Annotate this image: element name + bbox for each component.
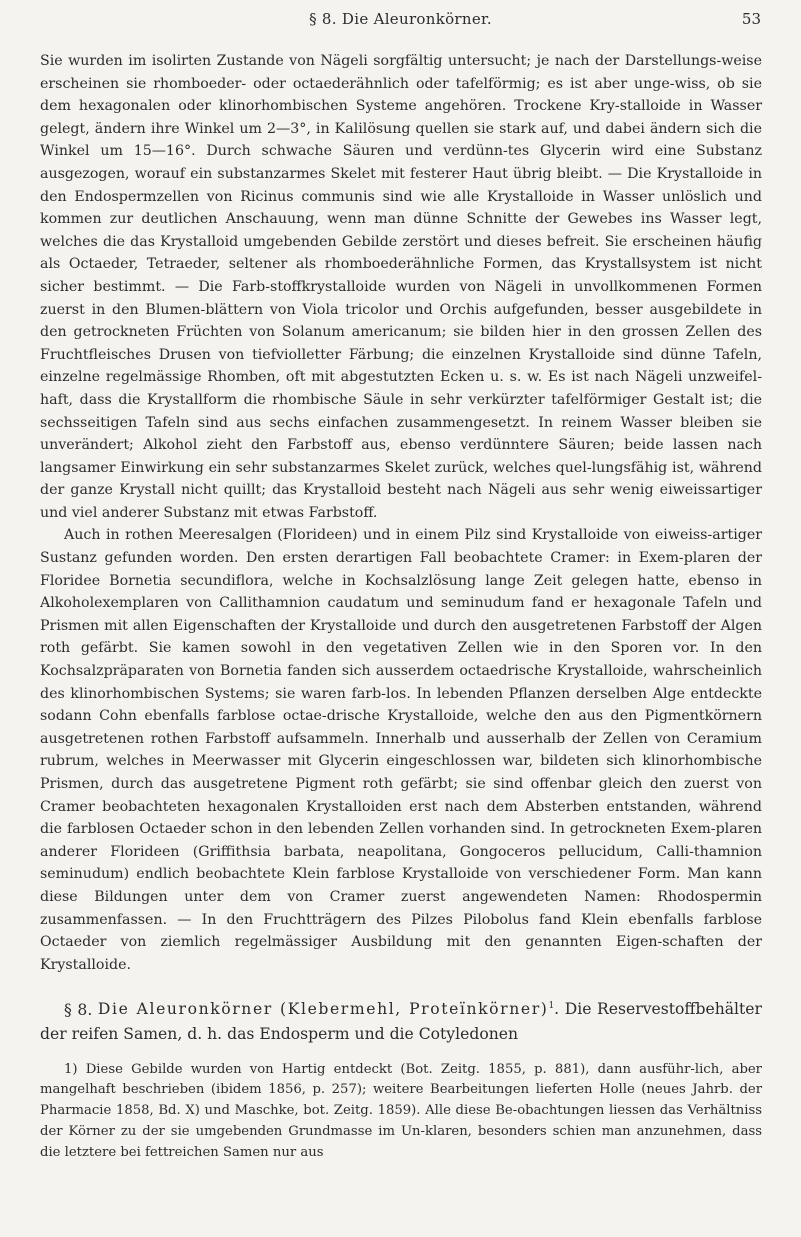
footnote-marker: 1 (548, 1001, 555, 1012)
paragraph-crystalloids: Sie wurden im isolirten Zustande von Nägeli sorgfältig untersucht; je nach der Darstellungs-weise erscheinen sie rhomboeder- oder octaederähnlich oder tafelförmig; es ist aber unge-wiss, ob sie dem hexagonalen oder klinorhombischen Systeme angehören. Trockene Kry-stalloide in Wasser gelegt, ändern ihre Winkel um 2—3°, in Kalilösung quellen sie stark auf, und dabei ändern sich die Winkel um 15—16°. Durch schwache Säuren und verdünn-tes Glycerin wird eine Substanz ausgezogen, worauf ein substanzarmes Skelet mit festerer Haut übrig bleibt. — Die Krystalloide in den Endospermzellen von Ricinus communis sind wie alle Krystalloide in Wasser unlöslich und kommen zur deutlichen Anschauung, wenn man dünne Schnitte der Gewebes ins Wasser legt, welches die das Krystalloid umgebenden Gebilde zerstört und dieses befreit. Sie erscheinen häufig als Octaeder, Tetraeder, seltener als rhomboederähnliche Formen, das Krystallsystem ist nicht sicher bestimmt. — Die Farb-stoffkrystalloide wurden von Nägeli in unvollkommenen Formen zuerst in den Blumen-blättern von Viola tricolor und Orchis aufgefunden, besser ausgebildete in den getrockneten Früchten von Solanum americanum; sie bilden hier in den grossen Zellen des Fruchtfleisches Drusen von tiefviolletter Färbung; die einzelnen Krystalloide sind dünne Tafeln, einzelne regelmässige Rhomben, oft mit abgestutzten Ecken u. s. w. Es ist nach Nägeli unzweifel-haft, dass die Krystallform die rhombische Säule in sehr verkürzter tafelförmiger Gestalt ist; die sechsseitigen Tafeln sind aus sechs einfachen zusammengesetzt. In reinem Wasser bleiben sie unverändert; Alkohol zieht den Farbstoff aus, ebenso verdünntere Säuren; beide lassen nach langsamer Einwirkung ein sehr substanzarmes Skelet zurück, welches quel-lungsfähig ist, während der ganze Krystall nicht quillt; das Krystalloid besteht nach Nägeli aus sehr wenig eiweissartiger und viel anderer Substanz mit etwas Farbstoff. (40, 53, 762, 521)
paragraph-red-algae: Auch in rothen Meeresalgen (Florideen) und in einem Pilz sind Krystalloide von eiweiss-artiger Sustanz gefunden worden. Den ersten derartigen Fall beobachtete Cramer: in Exem-plaren der Floridee Bornetia secundiflora, welche in Kochsalzlösung lange Zeit gelegen hatte, ebenso in Alkoholexemplaren von Callithamnion caudatum und seminudum fand er hexagonale Tafeln und Prismen mit allen Eigenschaften der Krystalloide und durch den ausgetretenen Farbstoff der Algen roth gefärbt. Sie kamen sowohl in den vegetativen Zellen wie in den Sporen vor. In den Kochsalzpräparaten von Bornetia fanden sich ausserdem octaedrische Krystalloide, wahrscheinlich des klinorhombischen Systems; sie waren farb-los. In lebenden Pflanzen derselben Alge entdeckte sodann Cohn ebenfalls farblose octae-drische Krystalloide, welche den aus den Pigmentkörnern ausgetretenen rothen Farbstoff aufsammeln. Innerhalb und ausserhalb der Zellen von Ceramium rubrum, welches in Meerwasser mit Glycerin eingeschlossen war, bildeten sich klinorhombische Prismen, durch das ausgetretene Pigment roth gefärbt; sie sind offenbar gleich den zuerst von Cramer beobachteten hexagonalen Krystalloiden erst nach dem Absterben entstanden, während die farblosen Octaeder schon in den lebenden Zellen vorhanden sind. In getrockneten Exem-plaren anderer Florideen (Griffithsia barbata, neapolitana, Gongoceros pellucidum, Calli-thamnion seminudum) endlich beobachtete Klein farblose Krystalloide von verschiedener Form. Man kann diese Bildungen unter dem von Cramer zuerst angewendeten Namen: Rhodospermin zusammenfassen. — In den Fruchtträgern des Pilzes Pilobolus fand Klein ebenfalls farblose Octaeder von ziemlich regelmässiger Ausbildung mit den genannten Eigen-schaften der Krystalloide. (40, 527, 762, 973)
section-title: Die Aleuronkörner (Klebermehl, Proteïnkörner) (97, 1000, 549, 1019)
running-head-title: § 8. Die Aleuronkörner. (309, 10, 492, 28)
footnote-text: 1) Diese Gebilde wurden von Hartig entdeckt (Bot. Zeitg. 1855, p. 881), dann ausführ-lich, aber mangelhaft beschrieben (ibidem 1856, p. 257); weitere Bearbeitungen lieferten Holle (neues Jahrb. der Pharmacie 1858, Bd. X) und Maschke, bot. Zeitg. 1859). Alle diese Be-obachtungen liessen das Verhältniss der Körner zu der sie umgebenden Grundmasse im Un-klaren, besonders schien man anzunehmen, dass die letztere bei fettreichen Samen nur aus (40, 1061, 762, 1160)
page-number: 53 (741, 10, 761, 28)
body-text (40, 50, 762, 1164)
section-number: § 8. (64, 1000, 93, 1019)
section-heading (40, 994, 762, 1045)
section-lead-text: . Die Reservestoffbehälter der reifen Samen, d. h. das Endosperm und die Cotyledonen (40, 1000, 762, 1043)
running-head (40, 10, 761, 34)
footnote (40, 1060, 762, 1164)
